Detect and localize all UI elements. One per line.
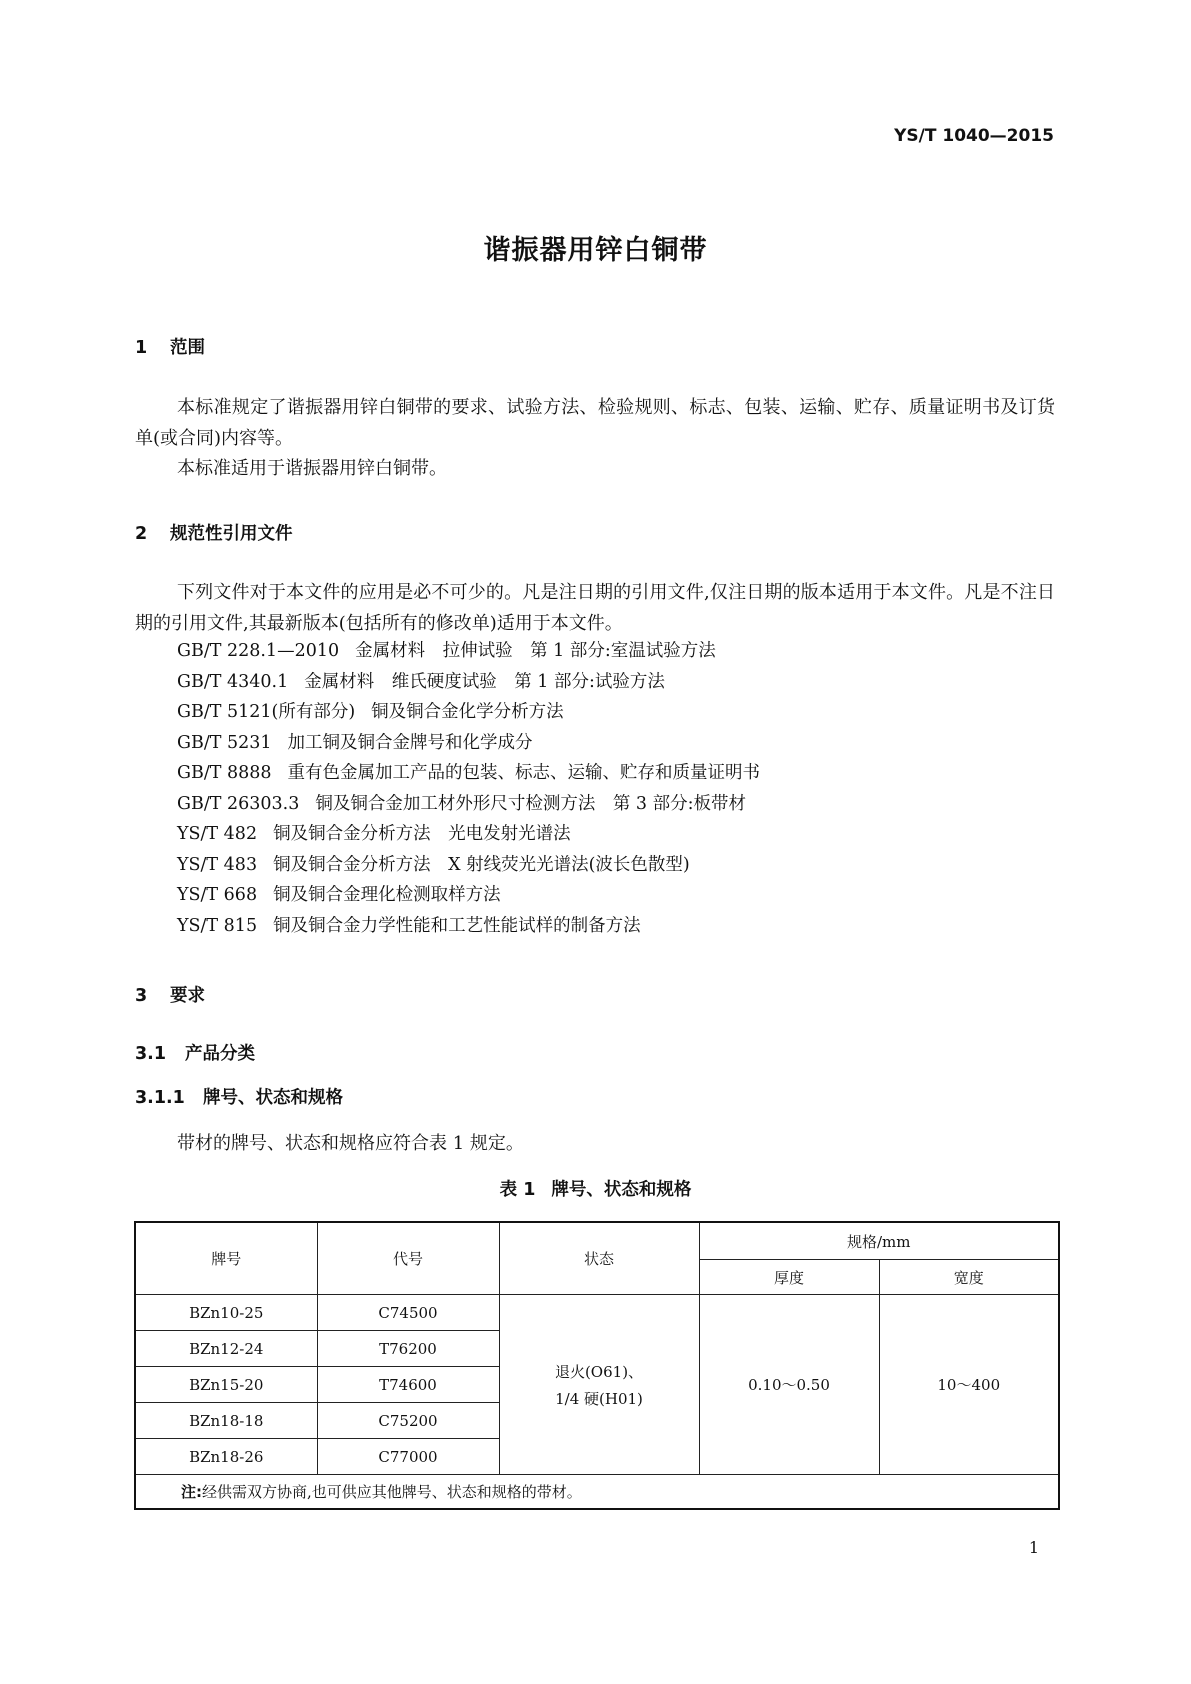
reference-list <box>177 636 760 941</box>
section-number: 3.1.1 <box>135 1088 185 1108</box>
cell-thickness: 0.10～0.50 <box>699 1295 879 1475</box>
reference-item <box>177 667 760 698</box>
reference-item <box>177 850 760 881</box>
temper-line-1: 退火(O61)、 <box>554 1362 644 1381</box>
reference-code: GB/T 228.1—2010 <box>177 641 340 661</box>
reference-code: GB/T 5121(所有部分) <box>177 702 356 722</box>
cell-code: T76200 <box>317 1331 499 1367</box>
cell-code: C75200 <box>317 1403 499 1439</box>
header-thickness: 厚度 <box>699 1260 879 1295</box>
section-number: 3.1 <box>135 1044 167 1064</box>
reference-title: 重有色金属加工产品的包装、标志、运输、贮存和质量证明书 <box>287 763 761 783</box>
reference-item <box>177 697 760 728</box>
section-1-heading <box>135 334 205 359</box>
cell-code: C74500 <box>317 1295 499 1331</box>
reference-title: 金属材料 维氏硬度试验 第 1 部分:试验方法 <box>304 671 665 692</box>
note-text: 经供需双方协商,也可供应其他牌号、状态和规格的带材。 <box>202 1483 582 1501</box>
table-note <box>135 1475 1059 1510</box>
table-row <box>135 1295 1059 1331</box>
reference-item <box>177 819 760 850</box>
section-number: 3 <box>135 986 148 1006</box>
cell-code: T74600 <box>317 1367 499 1403</box>
reference-code: YS/T 668 <box>177 885 258 905</box>
table-caption-title: 牌号、状态和规格 <box>551 1180 692 1200</box>
reference-item <box>177 636 760 667</box>
section-number: 1 <box>135 338 148 358</box>
cell-grade: BZn12-24 <box>135 1331 317 1367</box>
table-caption-number: 表 1 <box>499 1180 536 1200</box>
cell-temper <box>499 1295 699 1475</box>
reference-item <box>177 728 760 759</box>
header-grade: 牌号 <box>135 1222 317 1295</box>
note-label: 注: <box>181 1483 202 1501</box>
section-title: 范围 <box>170 338 205 358</box>
section-3-1-1-heading <box>135 1084 343 1109</box>
reference-title: 铜及铜合金加工材外形尺寸检测方法 第 3 部分:板带材 <box>315 793 746 814</box>
header-temper: 状态 <box>499 1222 699 1295</box>
header-code: 代号 <box>317 1222 499 1295</box>
table-caption <box>0 1176 1191 1201</box>
cell-code: C77000 <box>317 1439 499 1475</box>
section-title: 牌号、状态和规格 <box>203 1088 343 1108</box>
reference-title: 加工铜及铜合金牌号和化学成分 <box>287 732 533 753</box>
reference-code: GB/T 4340.1 <box>177 671 289 692</box>
cell-width: 10～400 <box>879 1295 1059 1475</box>
cell-grade: BZn18-18 <box>135 1403 317 1439</box>
section-title: 产品分类 <box>185 1044 255 1064</box>
reference-title: 铜及铜合金分析方法 X 射线荧光光谱法(波长色散型) <box>273 854 690 875</box>
section-3-1-1-text: 带材的牌号、状态和规格应符合表 1 规定。 <box>177 1133 524 1154</box>
reference-code: GB/T 5231 <box>177 732 272 753</box>
references-intro: 下列文件对于本文件的应用是必不可少的。凡是注日期的引用文件,仅注日期的版本适用于本文件。凡是不注日期的引用文件,其最新版本(包括所有的修改单)适用于本文件。 <box>135 582 1055 634</box>
reference-code: YS/T 815 <box>177 915 258 936</box>
section-3-heading <box>135 982 205 1007</box>
reference-title: 铜及铜合金化学分析方法 <box>371 702 564 722</box>
reference-code: YS/T 483 <box>177 854 258 875</box>
reference-title: 金属材料 拉伸试验 第 1 部分:室温试验方法 <box>355 641 716 661</box>
reference-item <box>177 911 760 942</box>
cell-grade: BZn15-20 <box>135 1367 317 1403</box>
standard-code: YS/T 1040—2015 <box>894 126 1054 146</box>
cell-grade: BZn18-26 <box>135 1439 317 1475</box>
section-3-1-heading <box>135 1040 255 1065</box>
reference-item <box>177 758 760 789</box>
reference-title: 铜及铜合金理化检测取样方法 <box>273 885 501 905</box>
reference-item <box>177 880 760 911</box>
section-2-heading <box>135 520 293 545</box>
header-width: 宽度 <box>879 1260 1059 1295</box>
table-header-row <box>135 1222 1059 1260</box>
document-title: 谐振器用锌白铜带 <box>483 235 708 266</box>
reference-item <box>177 789 760 820</box>
section-title: 要求 <box>170 986 205 1006</box>
scope-paragraph-1: 本标准规定了谐振器用锌白铜带的要求、试验方法、检验规则、标志、包装、运输、贮存、质量证明书及订货单(或合同)内容等。 <box>135 397 1055 449</box>
cell-grade: BZn10-25 <box>135 1295 317 1331</box>
header-spec: 规格/mm <box>699 1222 1059 1260</box>
scope-paragraph-2: 本标准适用于谐振器用锌白铜带。 <box>177 458 447 479</box>
temper-line-2: 1/4 硬(H01) <box>555 1389 643 1408</box>
page-number: 1 <box>1028 1538 1039 1557</box>
reference-title: 铜及铜合金分析方法 光电发射光谱法 <box>273 824 571 844</box>
section-number: 2 <box>135 524 148 544</box>
reference-title: 铜及铜合金力学性能和工艺性能试样的制备方法 <box>273 915 641 936</box>
reference-code: YS/T 482 <box>177 824 258 844</box>
reference-code: GB/T 26303.3 <box>177 793 300 814</box>
section-title: 规范性引用文件 <box>170 524 293 544</box>
reference-code: GB/T 8888 <box>177 763 272 783</box>
spec-table <box>134 1221 1060 1510</box>
table-note-row <box>135 1475 1059 1510</box>
